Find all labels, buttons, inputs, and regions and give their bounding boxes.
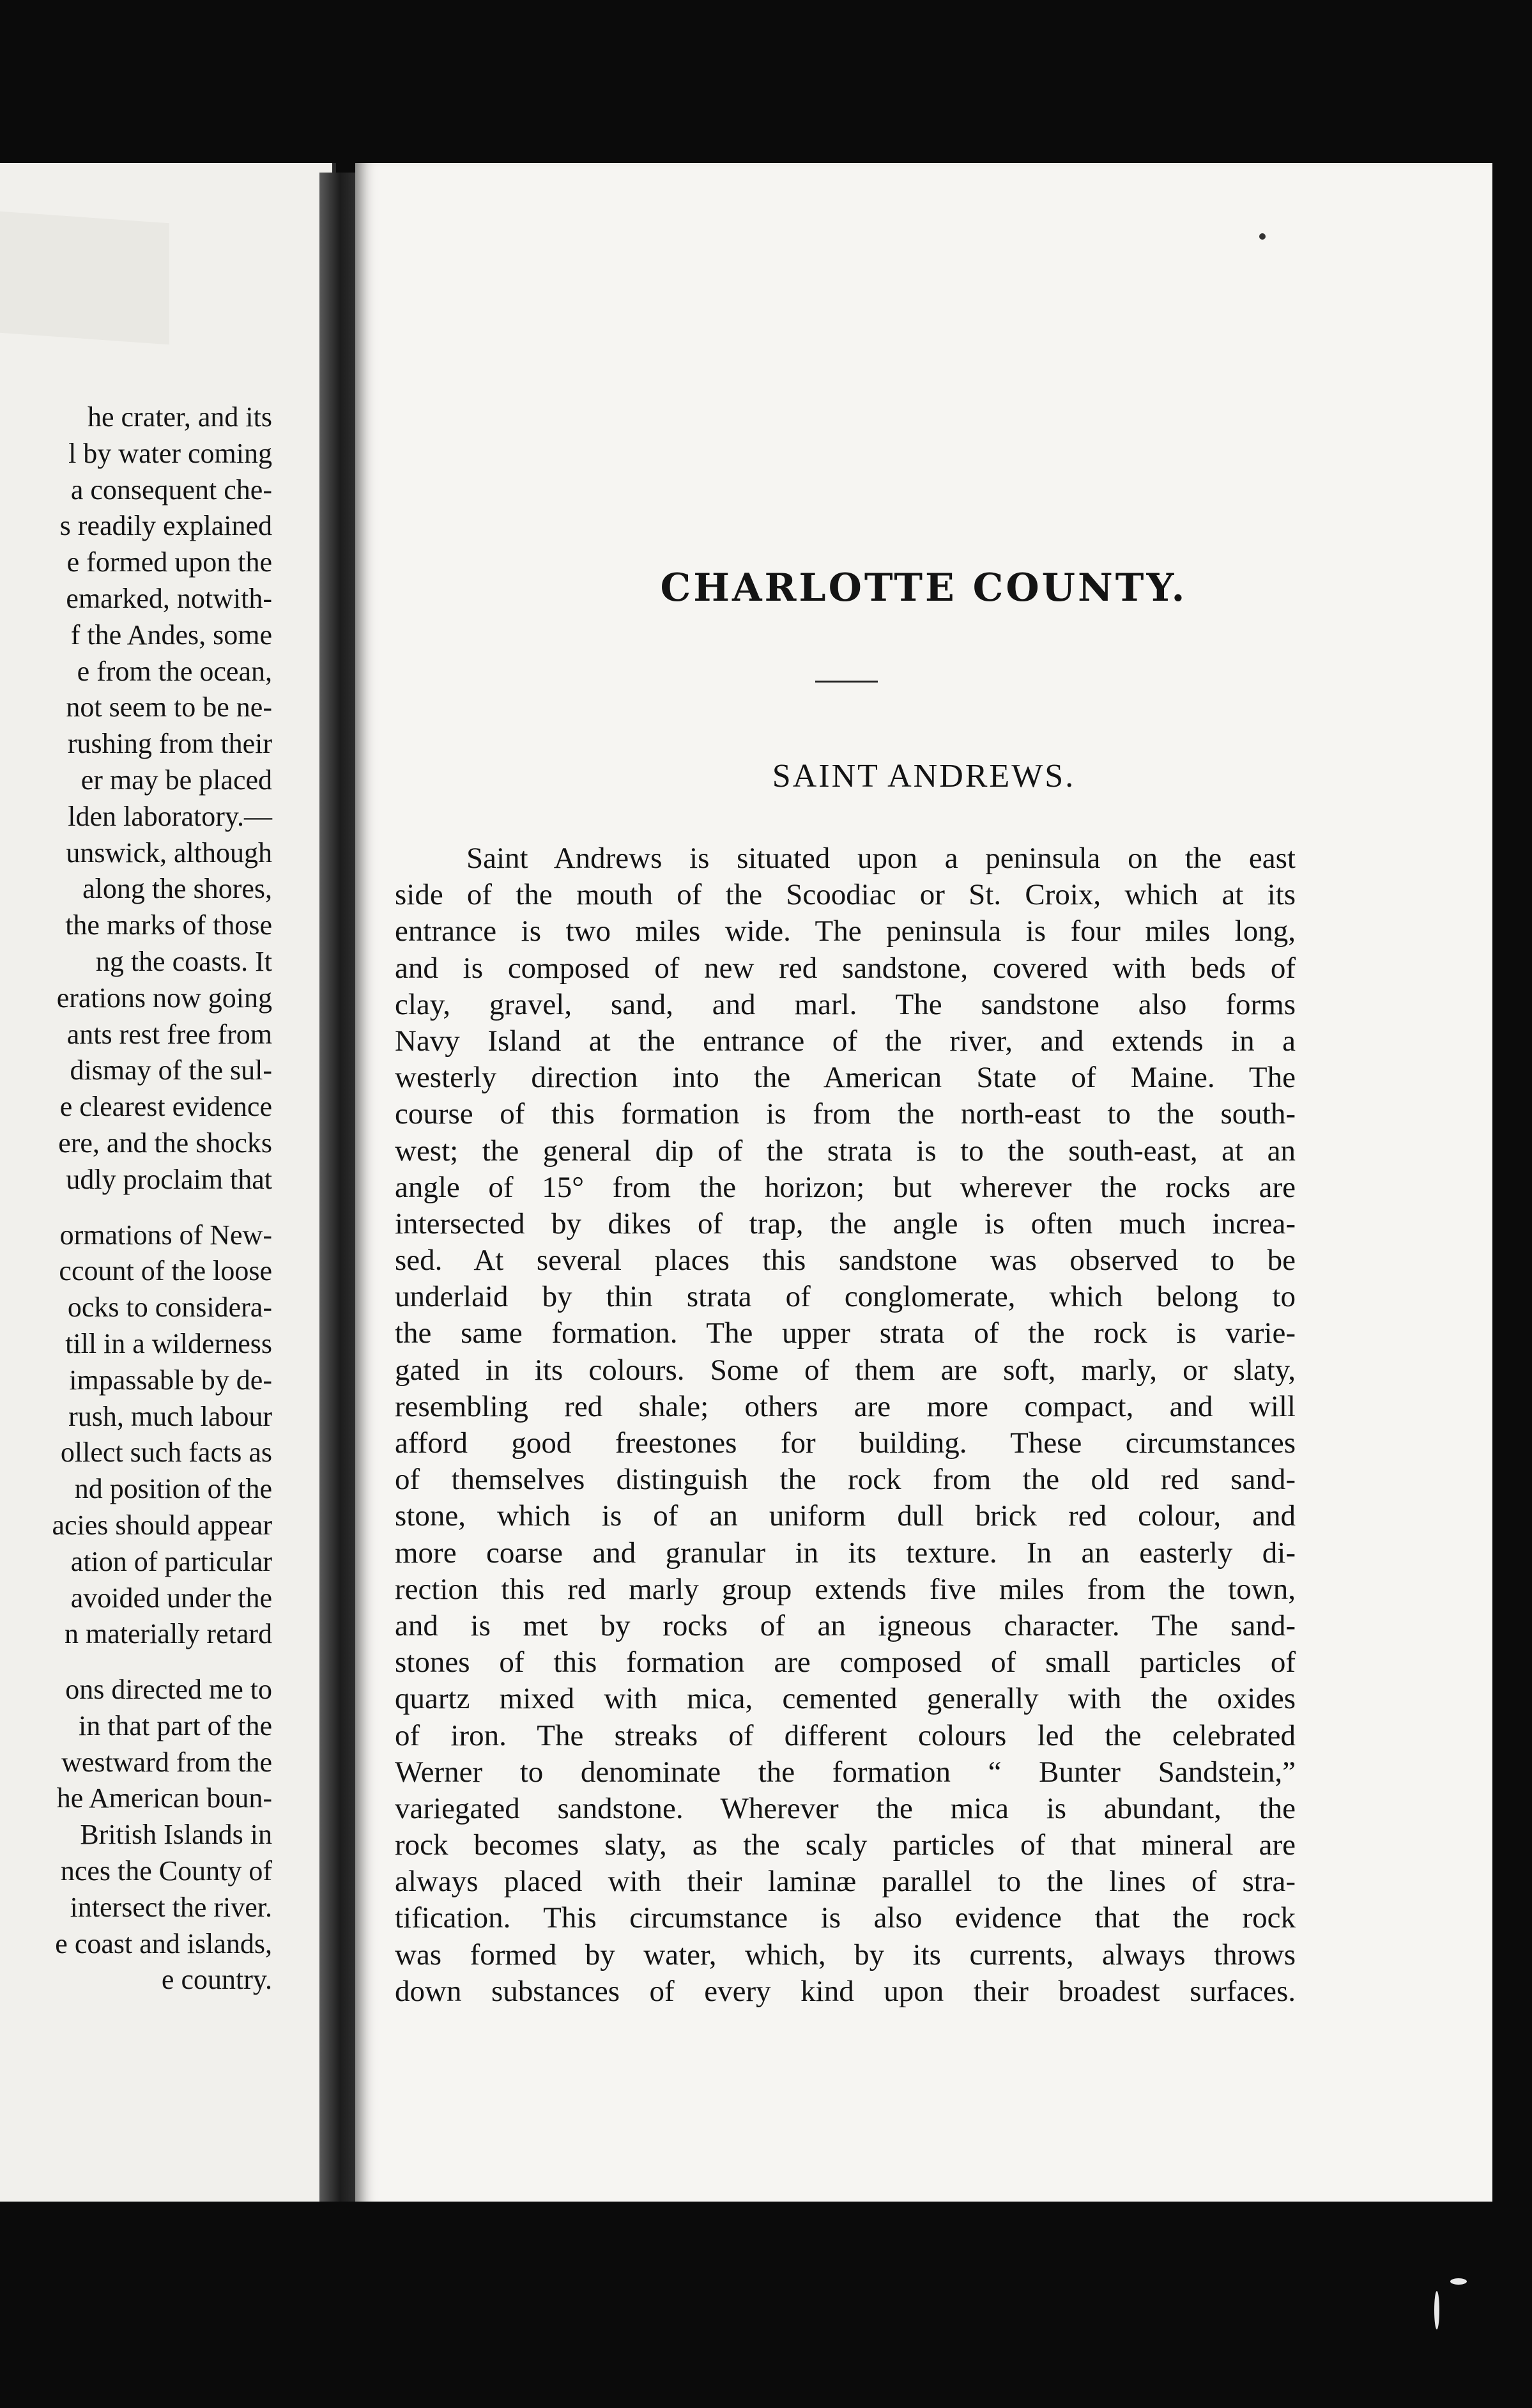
paragraph-line: variegated sandstone. Wherever the mica is abundant, the <box>395 1791 1296 1825</box>
left-page-line: impassable by de- <box>69 1364 272 1396</box>
left-page-line: lden laboratory.— <box>68 800 272 832</box>
paragraph-line: afford good freestones for building. These circumstances <box>395 1426 1296 1460</box>
left-page-line: British Islands in <box>80 1819 272 1851</box>
paragraph-line: entrance is two miles wide. The peninsula is four miles long, <box>395 915 1296 948</box>
scan-speck <box>1434 2291 1439 2329</box>
left-page-line: ons directed me to <box>65 1674 272 1706</box>
paragraph-line: west; the general dip of the strata is to the south-east, at an <box>395 1134 1296 1168</box>
paragraph-line: rection this red marly group extends five miles from the town, <box>395 1572 1296 1606</box>
left-page-line: ng the coasts. It <box>95 945 272 977</box>
left-page-line: nces the County of <box>60 1855 272 1887</box>
left-page-line: nd position of the <box>74 1473 272 1505</box>
paragraph-line: sed. At several places this sandstone was observed to be <box>395 1244 1296 1277</box>
left-page-line: a consequent che- <box>70 474 272 506</box>
section-title: SAINT ANDREWS. <box>772 758 1076 794</box>
left-page-line: the marks of those <box>65 909 272 941</box>
paragraph-line: of themselves distinguish the rock from the old red sand- <box>395 1463 1296 1497</box>
paragraph-line: gated in its colours. Some of them are soft, marly, or slaty, <box>395 1353 1296 1387</box>
left-page-corner <box>0 212 169 345</box>
left-page-line: westward from the <box>61 1746 272 1778</box>
left-page-line: e country. <box>161 1964 272 1996</box>
left-page-line: dismay of the sul- <box>70 1054 272 1086</box>
left-page-line: n materially retard <box>65 1618 272 1650</box>
paragraph-line: rock becomes slaty, as the scaly particles of that mineral are <box>395 1828 1296 1862</box>
paragraph-line: always placed with their laminæ parallel to the lines of stra- <box>395 1865 1296 1899</box>
paragraph-line: westerly direction into the American State of Maine. The <box>395 1061 1296 1095</box>
paragraph-line: more coarse and granular in its texture. In an easterly di- <box>395 1536 1296 1570</box>
left-page-line: till in a wilderness <box>65 1327 272 1359</box>
left-page-line: er may be placed <box>80 764 272 796</box>
paragraph-line: quartz mixed with mica, cemented generally with the oxides <box>395 1682 1296 1716</box>
paragraph-line: stone, which is of an uniform dull brick red colour, and <box>395 1499 1296 1533</box>
left-page-line: udly proclaim that <box>66 1163 272 1195</box>
left-page-line: rushing from their <box>67 728 272 760</box>
left-page-line: rush, much labour <box>68 1400 272 1432</box>
paragraph-line: Navy Island at the entrance of the river, and extends in a <box>395 1024 1296 1058</box>
paragraph-line: angle of 15° from the horizon; but wherever the rocks are <box>395 1170 1296 1204</box>
left-page-line: erations now going <box>56 982 272 1014</box>
left-page-line: e coast and islands, <box>55 1927 272 1959</box>
paragraph-line: the same formation. The upper strata of the rock is varie- <box>395 1316 1296 1350</box>
scan-background <box>0 2202 1532 2408</box>
left-page-line: l by water coming <box>68 437 272 469</box>
left-page-line: ants rest free from <box>66 1018 272 1050</box>
left-page-line: emarked, notwith- <box>66 582 272 614</box>
left-page-line: ere, and the shocks <box>58 1127 272 1159</box>
body-paragraph <box>395 840 1296 2010</box>
left-page-line: not seem to be ne- <box>66 691 272 723</box>
left-page-line: ollect such facts as <box>60 1437 272 1469</box>
left-page-line: he American boun- <box>56 1782 272 1814</box>
paragraph-line: underlaid by thin strata of conglomerate, which belong to <box>395 1280 1296 1314</box>
page-speck <box>1259 233 1266 240</box>
paragraph-line: stones of this formation are composed of small particles of <box>395 1646 1296 1679</box>
scan-speck <box>1450 2278 1467 2285</box>
left-page-line: ccount of the loose <box>59 1255 272 1287</box>
paragraph-line: clay, gravel, sand, and marl. The sandstone also forms <box>395 987 1296 1021</box>
paragraph-line: and is met by rocks of an igneous character. The sand- <box>395 1609 1296 1642</box>
left-page-line: e from the ocean, <box>77 655 272 687</box>
paragraph-line: was formed by water, which, by its currents, always throws <box>395 1938 1296 1972</box>
left-page-text <box>0 399 272 1998</box>
paragraph-line: down substances of every kind upon their broadest surfaces. <box>395 1974 1296 2008</box>
paragraph-line: Werner to denominate the formation “ Bunter Sandstein,” <box>395 1755 1296 1789</box>
paragraph-line: and is composed of new red sandstone, covered with beds of <box>395 951 1296 985</box>
left-page-line: he crater, and its <box>88 401 272 433</box>
paragraph-line: of iron. The streaks of different colours led the celebrated <box>395 1718 1296 1752</box>
left-page-line: e formed upon the <box>66 546 272 578</box>
left-page-line: ation of particular <box>70 1545 272 1577</box>
left-page <box>0 163 336 2202</box>
county-title: CHARLOTTE COUNTY. <box>660 566 1188 610</box>
paragraph-line: intersected by dikes of trap, the angle is often much increa- <box>395 1207 1296 1240</box>
left-page-line: acies should appear <box>52 1509 272 1541</box>
paragraph-line: resembling red shale; others are more compact, and will <box>395 1389 1296 1423</box>
paragraph-line: side of the mouth of the Scoodiac or St. Croix, which at its <box>395 878 1296 912</box>
left-page-line: s readily explained <box>59 510 272 542</box>
left-page-line: intersect the river. <box>70 1891 272 1923</box>
left-page-line: e clearest evidence <box>59 1091 272 1123</box>
title-rule <box>815 681 878 683</box>
left-page-line: f the Andes, some <box>70 619 272 651</box>
paragraph-line: Saint Andrews is situated upon a peninsula on the east <box>466 842 1296 875</box>
paragraph-line: course of this formation is from the north-east to the south- <box>395 1097 1296 1131</box>
paragraph-line: tification. This circumstance is also evidence that the rock <box>395 1901 1296 1935</box>
left-page-line: ocks to considera- <box>67 1292 272 1324</box>
right-page <box>355 163 1492 2208</box>
left-page-line: avoided under the <box>70 1582 272 1614</box>
left-page-line: ormations of New- <box>59 1219 272 1251</box>
left-page-line: along the shores, <box>82 873 272 905</box>
left-page-line: in that part of the <box>78 1710 272 1741</box>
left-page-line: unswick, although <box>66 837 272 868</box>
